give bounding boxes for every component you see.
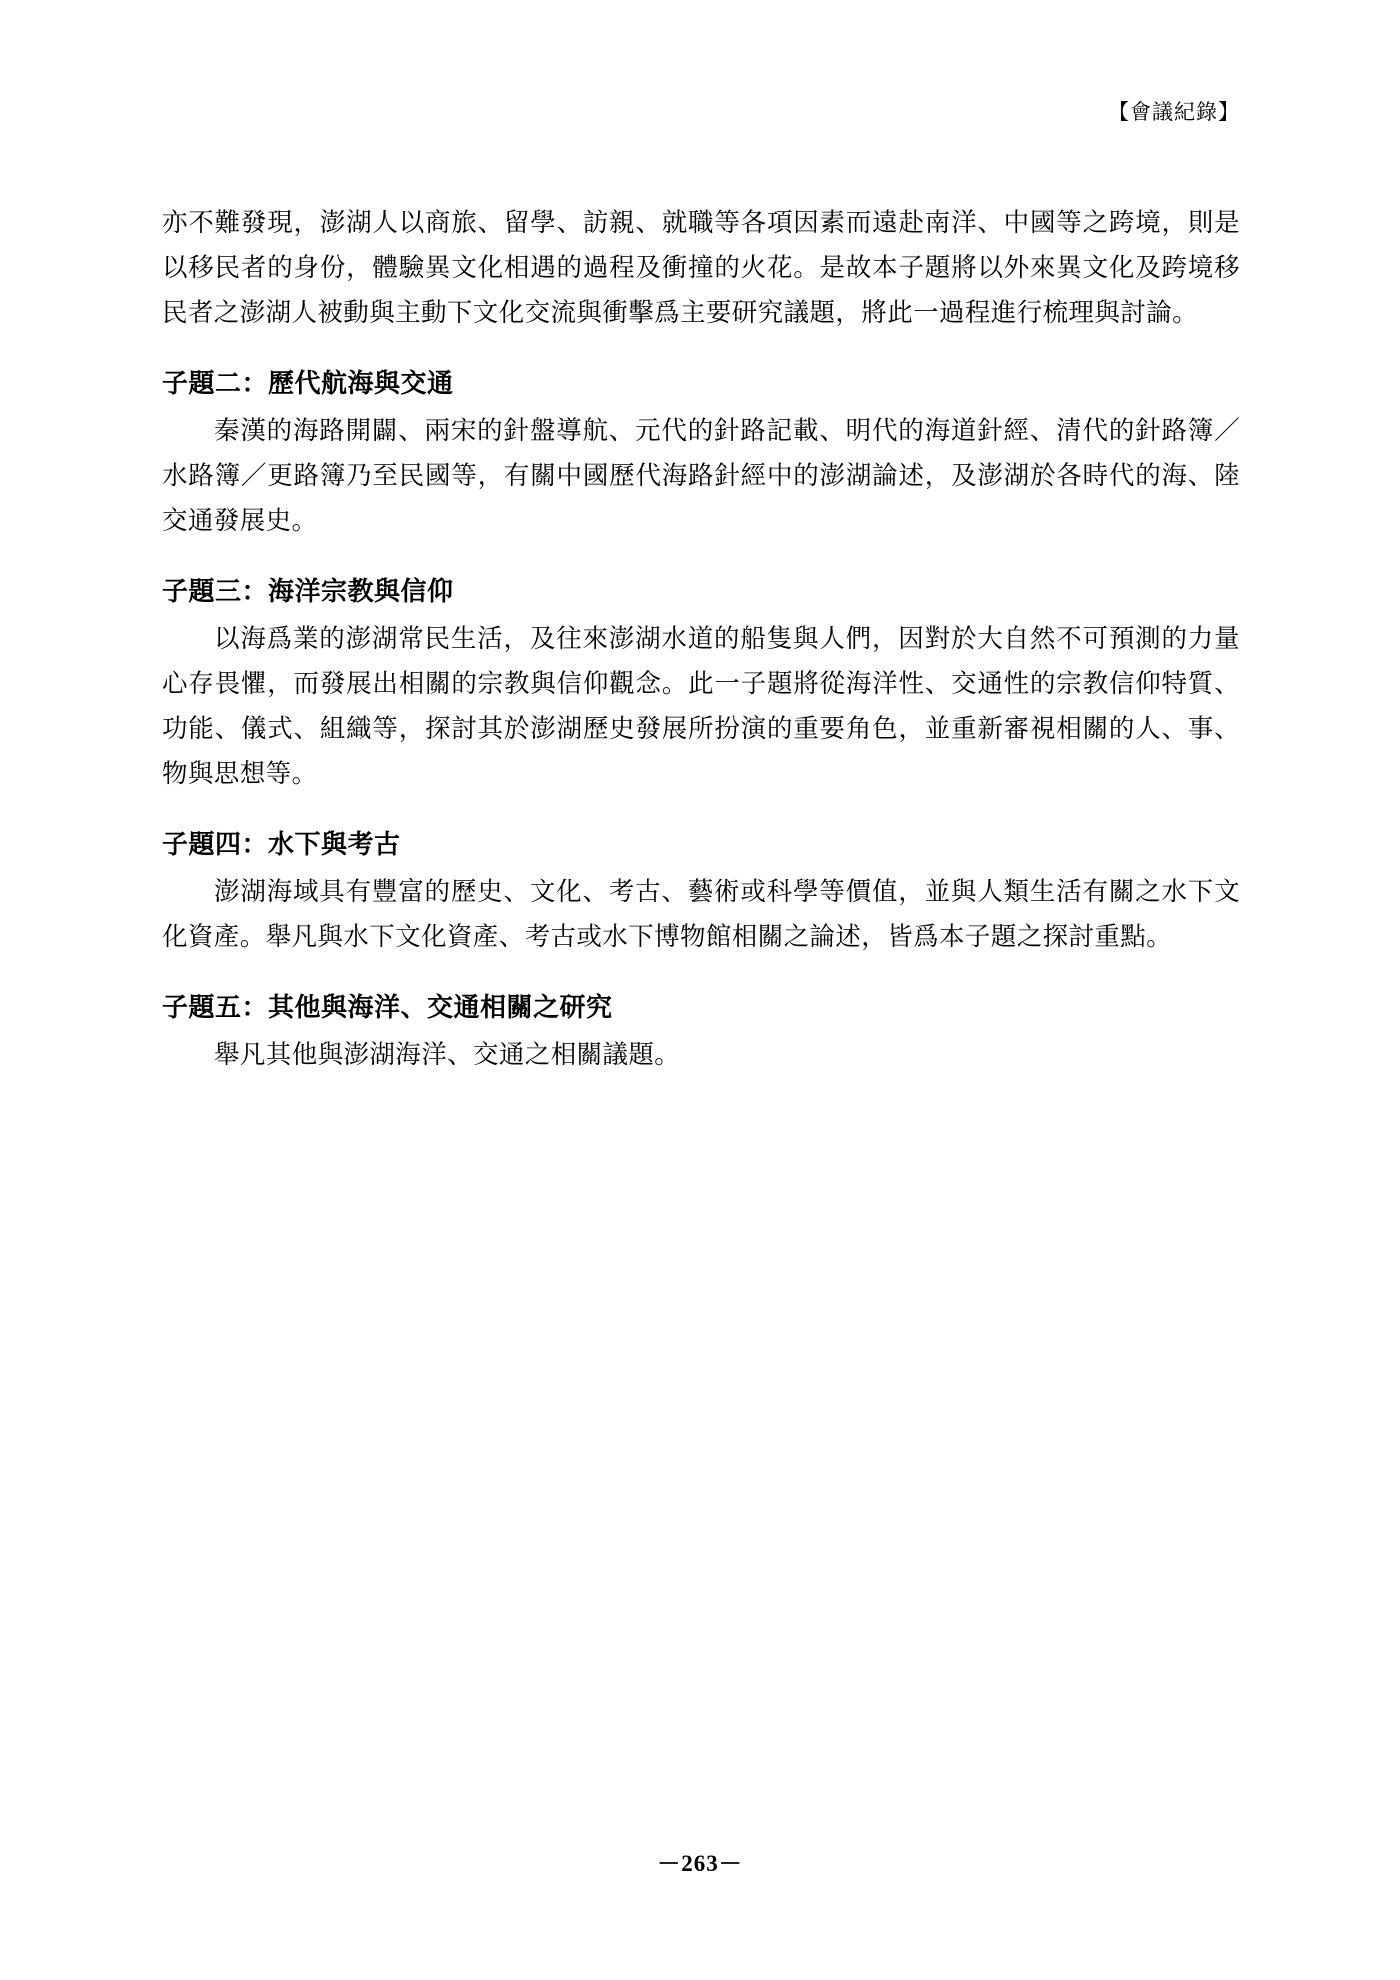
section-body: 秦漢的海路開闢、兩宋的針盤導航、元代的針路記載、明代的海道針經、清代的針路簿／水路簿／更路簿乃至民國等，有關中國歷代海路針經中的澎湖論述，及澎湖於各時代的海、陸交通發展史。 [162, 416, 1240, 535]
section-body: 以海爲業的澎湖常民生活，及往來澎湖水道的船隻與人們，因對於大自然不可預測的力量心存畏懼，而發展出相關的宗教與信仰觀念。此一子題將從海洋性、交通性的宗教信仰特質、功能、儀式、組織等，探討其於澎湖歷史發展所扮演的重要角色，並重新審視相關的人、事、物與思想等。 [162, 624, 1240, 788]
section-subtopic-four [162, 822, 1240, 959]
section-body: 舉凡其他與澎湖海洋、交通之相關議題。 [214, 1040, 681, 1069]
section-subtopic-five [162, 985, 1240, 1077]
page-content [162, 200, 1240, 1103]
section-heading: 子題二：歷代航海與交通 [162, 369, 454, 398]
section-body: 澎湖海域具有豐富的歷史、文化、考古、藝術或科學等價值，並與人類生活有關之水下文化資產。舉凡與水下文化資產、考古或水下博物館相關之論述，皆爲本子題之探討重點。 [162, 877, 1240, 951]
section-heading: 子題四：水下與考古 [162, 830, 401, 859]
section-subtopic-three [162, 569, 1240, 796]
section-heading: 子題三：海洋宗教與信仰 [162, 577, 454, 606]
section-heading: 子題五：其他與海洋、交通相關之研究 [162, 993, 613, 1022]
page-number: －263－ [657, 1851, 743, 1876]
page-header-label: 【會議紀錄】 [1108, 100, 1240, 124]
section-subtopic-two [162, 361, 1240, 543]
opening-paragraph: 亦不難發現，澎湖人以商旅、留學、訪親、就職等各項因素而遠赴南洋、中國等之跨境，則是以移民者的身份，體驗異文化相遇的過程及衝撞的火花。是故本子題將以外來異文化及跨境移民者之澎湖人被動與主動下文化交流與衝擊爲主要研究議題，將此一過程進行梳理與討論。 [162, 208, 1240, 327]
